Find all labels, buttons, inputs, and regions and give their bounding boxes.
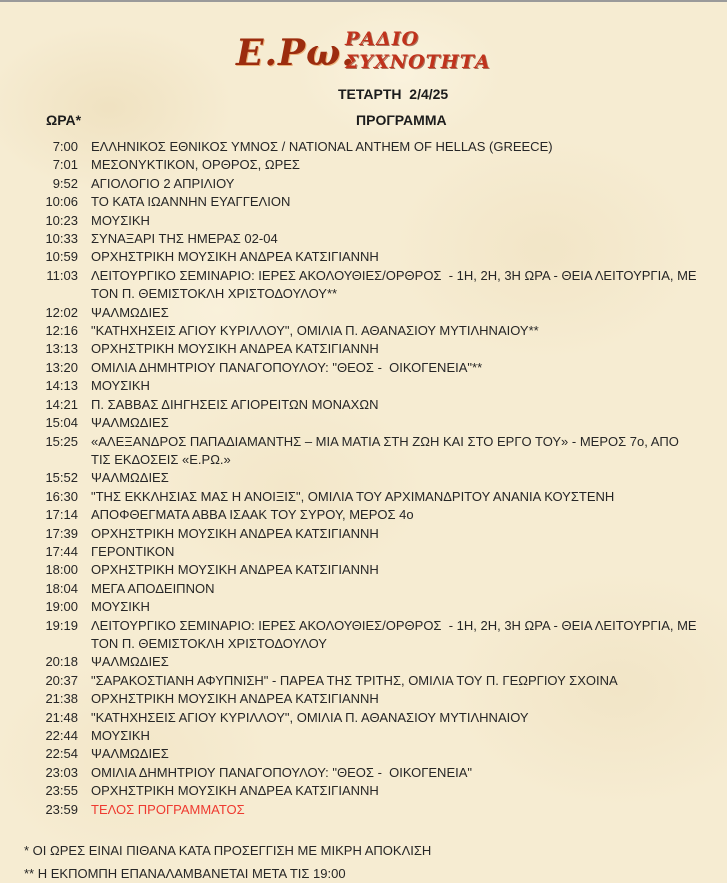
schedule-title: ΜΕΣΟΝΥΚΤΙΚΟΝ, ΟΡΘΡΟΣ, ΩΡΕΣ [91, 157, 300, 173]
schedule-time: 13:13 [45, 341, 78, 357]
schedule-row [0, 782, 727, 800]
schedule-row [0, 598, 727, 616]
schedule-title: ΨΑΛΜΩΔΙΕΣ [91, 415, 169, 431]
schedule-time: 7:01 [52, 157, 78, 173]
schedule-time: 17:39 [45, 525, 78, 541]
schedule-row [0, 377, 727, 395]
schedule-title: ΟΡΧΗΣΤΡΙΚΗ ΜΟΥΣΙΚΗ ΑΝΔΡΕΑ ΚΑΤΣΙΓΙΑΝΝΗ [91, 525, 379, 541]
schedule-time: 14:13 [45, 378, 78, 394]
schedule-title: ΜΟΥΣΙΚΗ [91, 728, 150, 743]
schedule-row [0, 653, 727, 671]
footnote-repeat-broadcast: ** Η ΕΚΠΟΜΠΗ ΕΠΑΝΑΛΑΜΒΑΝΕΤΑΙ ΜΕΤΑ ΤΙΣ 19:00 [24, 865, 346, 881]
schedule-row [0, 525, 727, 543]
schedule-title: ΜΕΓΑ ΑΠΟΔΕΙΠΝΟΝ [91, 580, 215, 596]
schedule-title: Π. ΣΑΒΒΑΣ ΔΙΗΓΗΣΕΙΣ ΑΓΙΟΡΕΙΤΩΝ ΜΟΝΑΧΩΝ [91, 396, 379, 412]
schedule-time: 15:25 [45, 433, 78, 449]
footnote-times-approximate: * ΟΙ ΩΡΕΣ ΕΙΝΑΙ ΠΙΘΑΝΑ ΚΑΤΑ ΠΡΟΣΕΓΓΙΣΗ ΜΕ ΜΙΚΡΗ ΑΠΟΚΛΙΣΗ [24, 843, 432, 858]
schedule-time: 12:02 [45, 304, 78, 320]
schedule-time: 23:59 [45, 801, 78, 817]
ero-logo: Ε.Ρω. [236, 32, 355, 74]
schedule-row [0, 322, 727, 340]
schedule-time: 7:00 [52, 139, 78, 154]
schedule-row [0, 727, 727, 745]
schedule-time: 18:04 [45, 580, 78, 596]
schedule-time: 21:48 [45, 709, 78, 725]
schedule-time: 9:52 [52, 175, 78, 191]
schedule-row [0, 359, 727, 377]
schedule-row [0, 506, 727, 524]
schedule-title: ΟΡΧΗΣΤΡΙΚΗ ΜΟΥΣΙΚΗ ΑΝΔΡΕΑ ΚΑΤΣΙΓΙΑΝΝΗ [91, 249, 379, 265]
schedule-row [0, 745, 727, 763]
schedule-row [0, 469, 727, 487]
station-name [345, 28, 491, 74]
schedule-row [0, 543, 727, 561]
schedule-row [0, 801, 727, 819]
schedule-row [0, 156, 727, 174]
schedule-title: ΛΕΙΤΟΥΡΓΙΚΟ ΣΕΜΙΝΑΡΙΟ: ΙΕΡΕΣ ΑΚΟΛΟΥΘΙΕΣ/ΟΡΘΡΟΣ - 1Η, 2Η, 3Η ΩΡΑ - ΘΕΙΑ ΛΕΙΤΟΥΡΓΙΑ, ΜΕ ΤΟΝ Π. ΘΕΜΙΣΤΟΚΛΗ ΧΡΙΣΤΟΔΟΥΛΟΥ** [91, 267, 700, 302]
schedule-title: "ΚΑΤΗΧΗΣΕΙΣ ΑΓΙΟΥ ΚΥΡΙΛΛΟΥ", ΟΜΙΛΙΑ Π. ΑΘΑΝΑΣΙΟΥ ΜΥΤΙΛΗΝΑΙΟΥ** [91, 323, 539, 339]
schedule-title: ΟΜΙΛΙΑ ΔΗΜΗΤΡΙΟΥ ΠΑΝΑΓΟΠΟΥΛΟΥ: "ΘΕΟΣ - ΟΙΚΟΓΕΝΕΙΑ"** [91, 359, 483, 375]
schedule-row [0, 138, 727, 156]
schedule-title: ΨΑΛΜΩΔΙΕΣ [91, 470, 169, 486]
station-name-line2: ΣΥΧΝΟΤΗΤΑ [345, 51, 491, 73]
schedule-row [0, 193, 727, 211]
schedule-time: 15:04 [45, 415, 78, 431]
schedule-row [0, 304, 727, 322]
schedule-title: ΨΑΛΜΩΔΙΕΣ [91, 654, 169, 670]
schedule-row [0, 267, 727, 304]
schedule-time: 12:16 [45, 323, 78, 339]
schedule-title: ΓΕΡΟΝΤΙΚΟΝ [91, 543, 175, 559]
schedule-title: ΨΑΛΜΩΔΙΕΣ [91, 746, 169, 762]
schedule-title: ΟΡΧΗΣΤΡΙΚΗ ΜΟΥΣΙΚΗ ΑΝΔΡΕΑ ΚΑΤΣΙΓΙΑΝΝΗ [91, 783, 379, 799]
schedule-title: ΜΟΥΣΙΚΗ [91, 378, 150, 394]
schedule-time: 19:00 [45, 599, 78, 615]
schedule-time: 14:21 [45, 396, 78, 412]
schedule-time: 16:30 [45, 488, 78, 504]
column-header-time: ΩΡΑ* [46, 112, 82, 128]
schedule-title: "ΣΑΡΑΚΟΣΤΙΑΝΗ ΑΦΥΠΝΙΣΗ" - ΠΑΡΕΑ ΤΗΣ ΤΡΙΤΗΣ, ΟΜΙΛΙΑ ΤΟΥ Π. ΓΕΩΡΓΙΟΥ ΣΧΟΙΝΑ [91, 672, 618, 688]
schedule-row [0, 690, 727, 708]
schedule-time: 22:44 [45, 728, 78, 743]
schedule-time: 17:44 [45, 543, 78, 559]
footnotes [24, 840, 431, 883]
schedule-title: ΟΡΧΗΣΤΡΙΚΗ ΜΟΥΣΙΚΗ ΑΝΔΡΕΑ ΚΑΤΣΙΓΙΑΝΝΗ [91, 341, 379, 357]
schedule-time: 23:03 [45, 764, 78, 780]
schedule-date: ΤΕΤΑΡΤΗ 2/4/25 [338, 86, 449, 102]
schedule-time: 10:06 [45, 194, 78, 210]
schedule-title: ΟΡΧΗΣΤΡΙΚΗ ΜΟΥΣΙΚΗ ΑΝΔΡΕΑ ΚΑΤΣΙΓΙΑΝΝΗ [91, 691, 379, 707]
schedule-row [0, 433, 727, 470]
schedule-title: ΜΟΥΣΙΚΗ [91, 212, 150, 228]
schedule-title: ΛΕΙΤΟΥΡΓΙΚΟ ΣΕΜΙΝΑΡΙΟ: ΙΕΡΕΣ ΑΚΟΛΟΥΘΙΕΣ/ΟΡΘΡΟΣ - 1Η, 2Η, 3Η ΩΡΑ - ΘΕΙΑ ΛΕΙΤΟΥΡΓΙΑ, ΜΕ ΤΟΝ Π. ΘΕΜΙΣΤΟΚΛΗ ΧΡΙΣΤΟΔΟΥΛΟΥ [91, 617, 700, 651]
schedule-title: ΟΜΙΛΙΑ ΔΗΜΗΤΡΙΟΥ ΠΑΝΑΓΟΠΟΥΛΟΥ: "ΘΕΟΣ - ΟΙΚΟΓΕΝΕΙΑ" [91, 764, 473, 780]
schedule-time: 21:38 [45, 691, 78, 707]
schedule-row [0, 396, 727, 414]
station-name-line1: ΡΑΔΙΟ [345, 28, 420, 50]
schedule-title: "ΚΑΤΗΧΗΣΕΙΣ ΑΓΙΟΥ ΚΥΡΙΛΛΟΥ", ΟΜΙΛΙΑ Π. ΑΘΑΝΑΣΙΟΥ ΜΥΤΙΛΗΝΑΙΟΥ [91, 709, 529, 725]
schedule-row [0, 248, 727, 266]
schedule-row [0, 709, 727, 727]
schedule-time: 11:03 [46, 267, 78, 283]
schedule-row [0, 230, 727, 248]
schedule-time: 15:52 [45, 470, 78, 486]
schedule-time: 10:23 [45, 212, 78, 228]
schedule-row [0, 175, 727, 193]
schedule-time: 13:20 [45, 359, 78, 375]
schedule-row [0, 672, 727, 690]
schedule-title: ΟΡΧΗΣΤΡΙΚΗ ΜΟΥΣΙΚΗ ΑΝΔΡΕΑ ΚΑΤΣΙΓΙΑΝΝΗ [91, 562, 379, 578]
schedule-title: ΤΕΛΟΣ ΠΡΟΓΡΑΜΜΑΤΟΣ [91, 801, 245, 817]
schedule-row [0, 561, 727, 579]
schedule-title: ΣΥΝΑΞΑΡΙ ΤΗΣ ΗΜΕΡΑΣ 02-04 [91, 231, 278, 247]
schedule-row [0, 617, 727, 654]
schedule-time: 20:37 [45, 672, 78, 688]
schedule-title: ΜΟΥΣΙΚΗ [91, 599, 150, 615]
schedule-title: ΕΛΛΗΝΙΚΟΣ ΕΘΝΙΚΟΣ ΥΜΝΟΣ / NATIONAL ANTHEM OF HELLAS (GREECE) [91, 139, 553, 154]
schedule-row [0, 580, 727, 598]
schedule-list [0, 138, 727, 819]
schedule-title: «ΑΛΕΞΑΝΔΡΟΣ ΠΑΠΑΔΙΑΜΑΝΤΗΣ – ΜΙΑ ΜΑΤΙΑ ΣΤΗ ΖΩΗ ΚΑΙ ΣΤΟ ΕΡΓΟ ΤΟΥ» - ΜΕΡΟΣ 7ο, ΑΠΟ ΤΙΣ ΕΚΔΟΣΕΙΣ «Ε.ΡΩ.» [91, 433, 683, 467]
schedule-row [0, 414, 727, 432]
schedule-title: ΤΟ ΚΑΤΑ ΙΩΑΝΝΗΝ ΕΥΑΓΓΕΛΙΟΝ [91, 194, 291, 210]
schedule-title: ΨΑΛΜΩΔΙΕΣ [91, 304, 169, 320]
schedule-time: 18:00 [45, 562, 78, 578]
schedule-time: 23:55 [45, 783, 78, 799]
schedule-row [0, 212, 727, 230]
schedule-time: 10:33 [45, 231, 78, 247]
schedule-time: 10:59 [45, 249, 78, 265]
schedule-title: ΑΓΙΟΛΟΓΙΟ 2 ΑΠΡΙΛΙΟΥ [91, 175, 235, 191]
schedule-row [0, 488, 727, 506]
schedule-time: 20:18 [45, 654, 78, 670]
schedule-title: ΑΠΟΦΘΕΓΜΑΤΑ ΑΒΒΑ ΙΣΑΑΚ ΤΟΥ ΣΥΡΟΥ, ΜΕΡΟΣ 4ο [91, 507, 414, 523]
schedule-time: 19:19 [45, 617, 78, 633]
schedule-row [0, 764, 727, 782]
schedule-time: 22:54 [45, 746, 78, 762]
schedule-time: 17:14 [45, 507, 78, 523]
column-header-program: ΠΡΟΓΡΑΜΜΑ [356, 112, 447, 128]
schedule-row [0, 340, 727, 358]
schedule-title: "ΤΗΣ ΕΚΚΛΗΣΙΑΣ ΜΑΣ Η ΑΝΟΙΞΙΣ", ΟΜΙΛΙΑ ΤΟΥ ΑΡΧΙΜΑΝΔΡΙΤΟΥ ΑΝΑΝΙΑ ΚΟΥΣΤΕΝΗ [91, 488, 615, 504]
